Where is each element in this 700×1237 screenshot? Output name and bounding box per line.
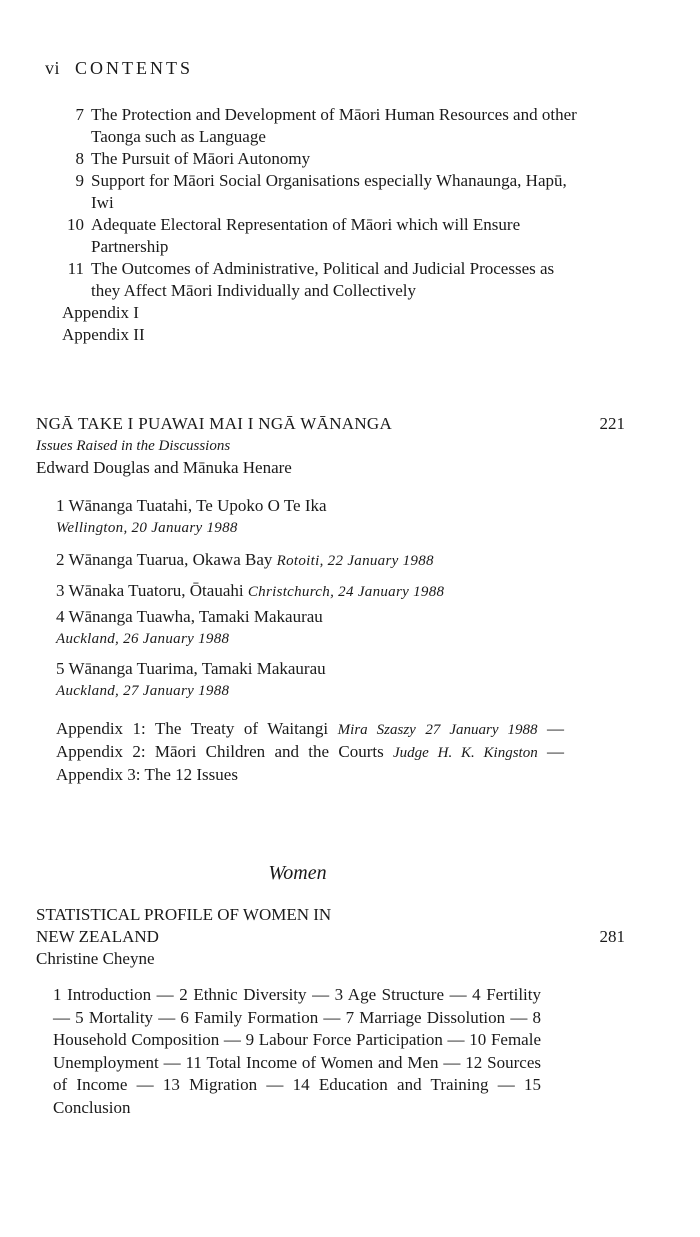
wananga-place: Auckland, 27 January 1988 xyxy=(56,683,230,699)
section-authors: Edward Douglas and Mānuka Henare xyxy=(36,458,292,477)
appendix-1-date: 27 January 1988 xyxy=(425,722,538,738)
wananga-item xyxy=(56,495,616,539)
section-author: Christine Cheyne xyxy=(36,949,155,968)
running-header xyxy=(45,58,193,79)
item-number: 10 xyxy=(67,215,84,234)
wananga-place: Rotoiti, 22 January 1988 xyxy=(276,553,434,569)
list-item xyxy=(62,258,582,302)
item-text: Support for Māori Social Organisations especially Whanaunga, Hapū, Iwi xyxy=(91,171,567,212)
section-summary: 1 Introduction — 2 Ethnic Diversity — 3 Age Structure — 4 Fertility — 5 Mortality — 6 Family Formation — 7 Marriage Dissolution — 8 Household Composition — 9 Labour Force Participation — 10 Female Unemployment — 11 Total Income of Women and Men — 12 Sources of Income — 13 Migration — 14 Education and Training — 15 Conclusion xyxy=(53,985,541,1117)
wananga-title: 1 Wānanga Tuatahi, Te Upoko O Te Ika xyxy=(56,496,327,515)
appendix-2: Appendix 2: Māori Children and the Courts xyxy=(56,742,384,761)
separator: — xyxy=(547,719,565,738)
separator: — xyxy=(547,742,564,761)
section-nga-take xyxy=(36,413,636,479)
appendix-1-author: Mira Szaszy xyxy=(337,722,416,738)
wananga-title: 4 Wānanga Tuawha, Tamaki Makaurau xyxy=(56,607,323,626)
section-title: NGĀ TAKE I PUAWAI MAI I NGĀ WĀNANGA xyxy=(36,414,393,433)
appendix-item: Appendix II xyxy=(62,325,145,344)
chapter-list xyxy=(62,104,582,346)
section-subtitle: Issues Raised in the Discussions xyxy=(36,438,231,454)
wananga-item xyxy=(56,606,616,650)
section-statistical-profile xyxy=(36,904,636,970)
section-title-line-1: STATISTICAL PROFILE OF WOMEN IN xyxy=(36,905,332,924)
wananga-place: Auckland, 26 January 1988 xyxy=(56,631,230,647)
list-item xyxy=(62,104,582,148)
wananga-title: 2 Wānanga Tuarua, Okawa Bay xyxy=(56,550,273,569)
wananga-place: Wellington, 20 January 1988 xyxy=(56,520,238,536)
section-page-number: 281 xyxy=(599,927,625,946)
appendix-2-author: Judge H. K. Kingston xyxy=(393,745,538,761)
list-item xyxy=(62,170,582,214)
list-item xyxy=(62,148,582,170)
item-text: The Outcomes of Administrative, Political and Judicial Processes as they Affect Māori Individually and Collectively xyxy=(91,259,555,300)
item-text: Adequate Electoral Representation of Māori which will Ensure Partnership xyxy=(91,215,521,256)
appendix-item: Appendix I xyxy=(62,303,139,322)
wananga-place: Christchurch, 24 January 1988 xyxy=(247,584,445,600)
wananga-title: 3 Wānaka Tuatoru, Ōtauahi xyxy=(56,581,244,600)
item-number: 7 xyxy=(75,105,84,124)
section-page-number: 221 xyxy=(599,414,625,433)
item-text: The Protection and Development of Māori Human Resources and other Taonga such as Language xyxy=(91,105,577,146)
appendix-3: Appendix 3: The 12 Issues xyxy=(56,765,238,784)
wananga-title: 5 Wānanga Tuarima, Tamaki Makaurau xyxy=(56,659,326,678)
wananga-item xyxy=(56,549,616,572)
page-number: vi xyxy=(45,58,61,78)
section-title-line-2: NEW ZEALAND xyxy=(36,927,159,946)
item-number: 11 xyxy=(67,259,84,278)
part-heading: Women xyxy=(268,862,327,884)
appendix-1: Appendix 1: The Treaty of Waitangi xyxy=(56,719,329,738)
item-number: 9 xyxy=(75,171,84,190)
list-item xyxy=(62,214,582,258)
appendix-paragraph xyxy=(56,718,564,786)
wananga-item xyxy=(56,658,616,702)
wananga-item xyxy=(56,580,616,603)
running-title: CONTENTS xyxy=(75,58,194,78)
item-text: The Pursuit of Māori Autonomy xyxy=(91,149,311,168)
item-number: 8 xyxy=(75,149,84,168)
